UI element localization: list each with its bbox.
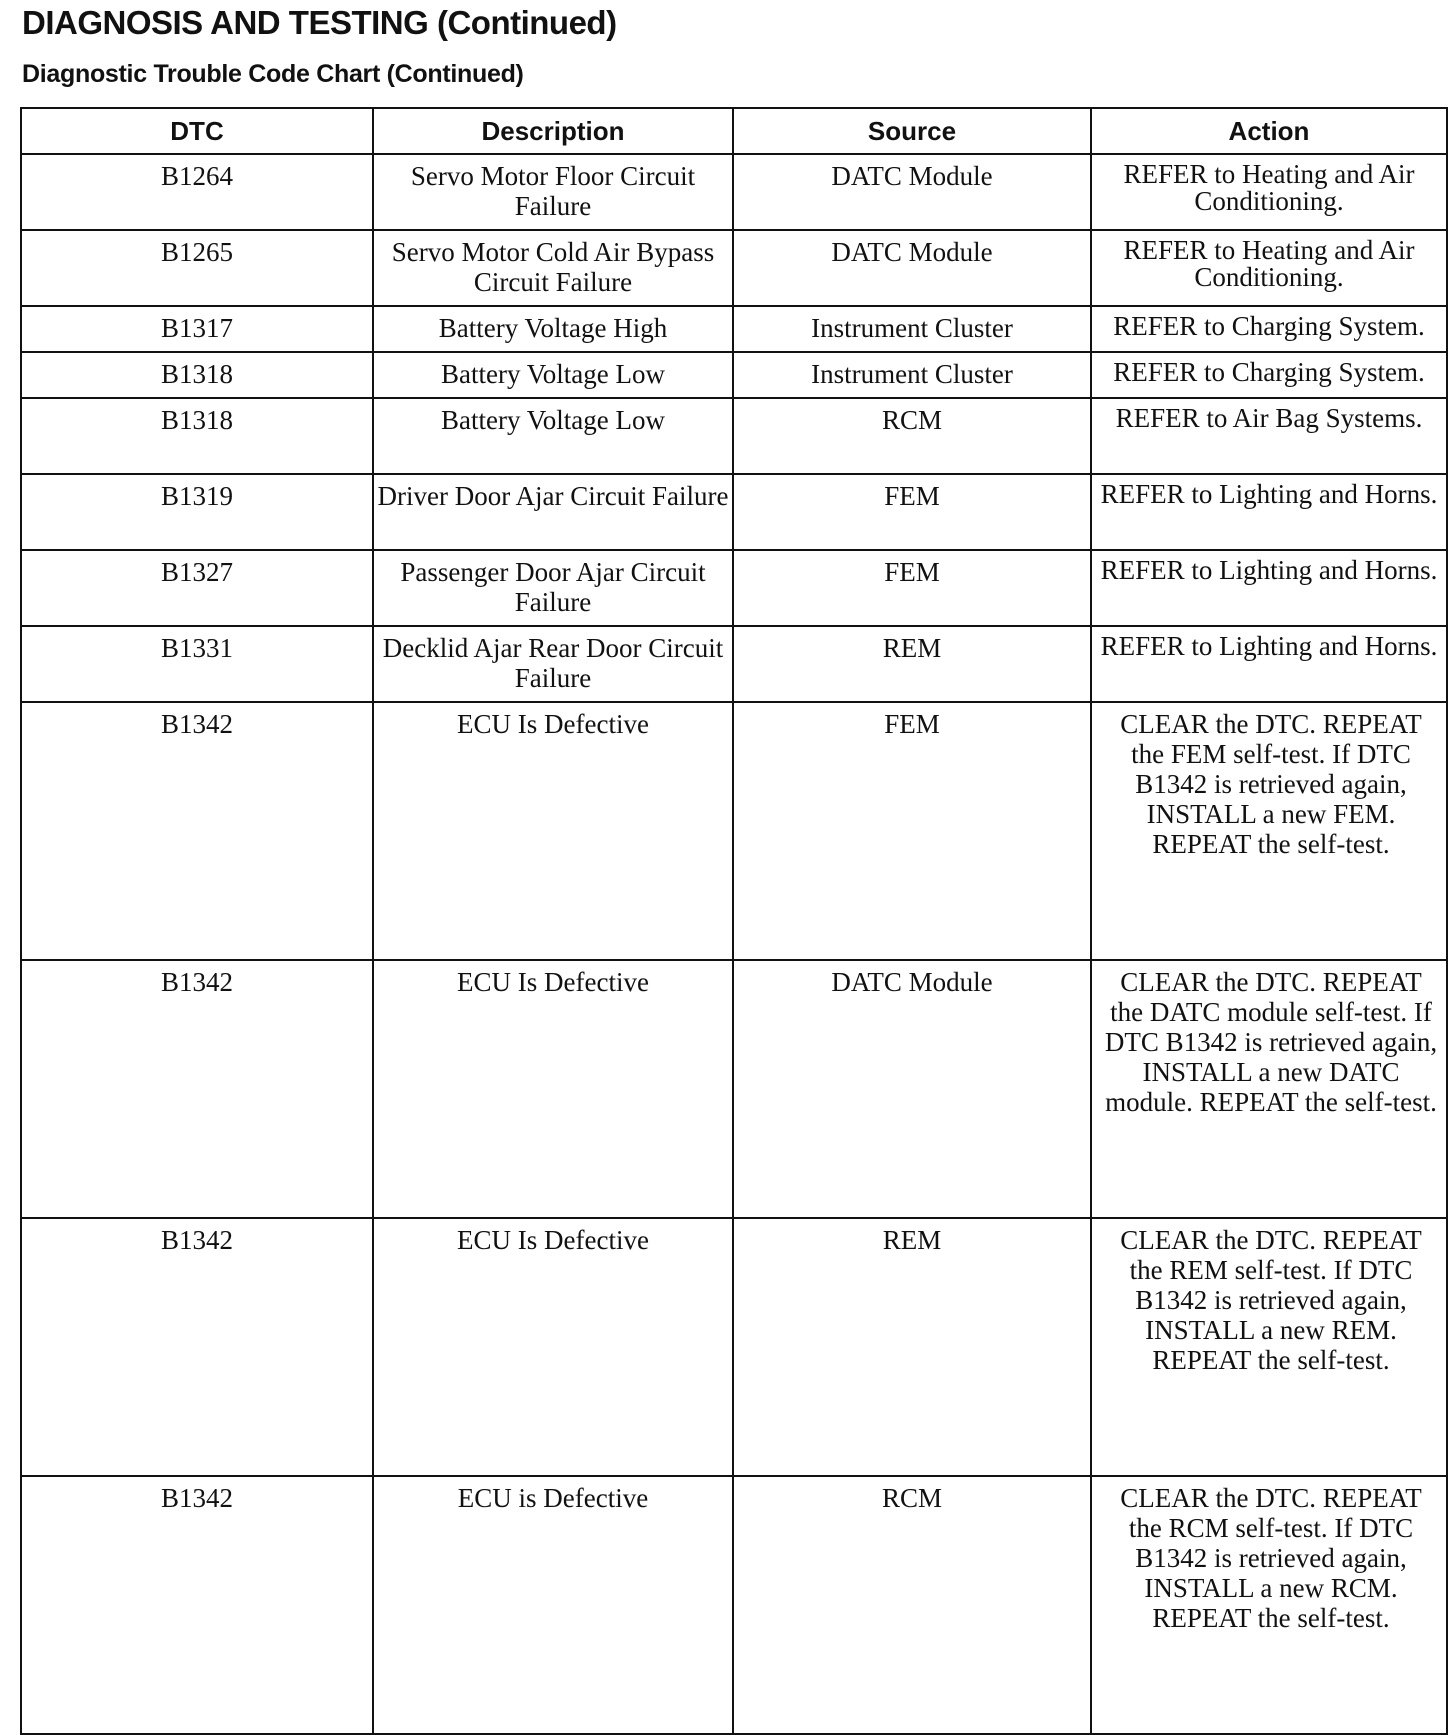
cell-action: REFER to Air Bag Systems. bbox=[1091, 398, 1447, 474]
cell-dtc: B1342 bbox=[21, 1218, 373, 1476]
cell-source: Instrument Cluster bbox=[733, 352, 1091, 398]
table-row bbox=[21, 1476, 1447, 1734]
header-source: Source bbox=[733, 108, 1091, 154]
cell-source: DATC Module bbox=[733, 960, 1091, 1218]
cell-description: ECU Is Defective bbox=[373, 960, 733, 1218]
cell-dtc: B1317 bbox=[21, 306, 373, 352]
cell-source: FEM bbox=[733, 702, 1091, 960]
cell-source: FEM bbox=[733, 474, 1091, 550]
cell-source: DATC Module bbox=[733, 154, 1091, 230]
table-row bbox=[21, 626, 1447, 702]
table-row bbox=[21, 154, 1447, 230]
cell-source: DATC Module bbox=[733, 230, 1091, 306]
header-action: Action bbox=[1091, 108, 1447, 154]
table-header-row bbox=[21, 108, 1447, 154]
table-row bbox=[21, 398, 1447, 474]
cell-dtc: B1327 bbox=[21, 550, 373, 626]
cell-description: Decklid Ajar Rear Door Circuit Failure bbox=[373, 626, 733, 702]
cell-description: ECU Is Defective bbox=[373, 702, 733, 960]
cell-source: RCM bbox=[733, 1476, 1091, 1734]
cell-dtc: B1342 bbox=[21, 960, 373, 1218]
cell-action: CLEAR the DTC. REPEAT the REM self-test. If DTC B1342 is retrieved again, INSTALL a new REM. REPEAT the self-test. bbox=[1091, 1218, 1447, 1476]
table-row bbox=[21, 1218, 1447, 1476]
cell-action: CLEAR the DTC. REPEAT the DATC module self-test. If DTC B1342 is retrieved again, INSTALL a new DATC module. REPEAT the self-test. bbox=[1091, 960, 1447, 1218]
cell-description: Passenger Door Ajar Circuit Failure bbox=[373, 550, 733, 626]
cell-action: REFER to Charging System. bbox=[1091, 352, 1447, 398]
cell-dtc: B1319 bbox=[21, 474, 373, 550]
cell-description: Servo Motor Cold Air Bypass Circuit Failure bbox=[373, 230, 733, 306]
dtc-table bbox=[20, 107, 1448, 1735]
cell-description: Servo Motor Floor Circuit Failure bbox=[373, 154, 733, 230]
cell-action: REFER to Lighting and Horns. bbox=[1091, 626, 1447, 702]
table-row bbox=[21, 702, 1447, 960]
cell-action: REFER to Charging System. bbox=[1091, 306, 1447, 352]
cell-description: Driver Door Ajar Circuit Failure bbox=[373, 474, 733, 550]
cell-source: REM bbox=[733, 1218, 1091, 1476]
cell-source: Instrument Cluster bbox=[733, 306, 1091, 352]
cell-description: Battery Voltage High bbox=[373, 306, 733, 352]
cell-description: ECU Is Defective bbox=[373, 1218, 733, 1476]
cell-dtc: B1342 bbox=[21, 1476, 373, 1734]
header-dtc: DTC bbox=[21, 108, 373, 154]
table-row bbox=[21, 230, 1447, 306]
cell-dtc: B1264 bbox=[21, 154, 373, 230]
cell-action: CLEAR the DTC. REPEAT the FEM self-test. If DTC B1342 is retrieved again, INSTALL a new FEM. REPEAT the self-test. bbox=[1091, 702, 1447, 960]
table-row bbox=[21, 306, 1447, 352]
cell-source: RCM bbox=[733, 398, 1091, 474]
table-row bbox=[21, 960, 1447, 1218]
cell-source: REM bbox=[733, 626, 1091, 702]
table-row bbox=[21, 474, 1447, 550]
cell-description: Battery Voltage Low bbox=[373, 352, 733, 398]
cell-action: REFER to Heating and Air Conditioning. bbox=[1091, 230, 1447, 306]
page-title: DIAGNOSIS AND TESTING (Continued) bbox=[22, 4, 617, 41]
cell-dtc: B1318 bbox=[21, 352, 373, 398]
cell-dtc: B1265 bbox=[21, 230, 373, 306]
cell-dtc: B1318 bbox=[21, 398, 373, 474]
cell-description: ECU is Defective bbox=[373, 1476, 733, 1734]
cell-dtc: B1331 bbox=[21, 626, 373, 702]
cell-action: REFER to Lighting and Horns. bbox=[1091, 474, 1447, 550]
cell-action: REFER to Heating and Air Conditioning. bbox=[1091, 154, 1447, 230]
cell-description: Battery Voltage Low bbox=[373, 398, 733, 474]
cell-action: REFER to Lighting and Horns. bbox=[1091, 550, 1447, 626]
header-description: Description bbox=[373, 108, 733, 154]
cell-dtc: B1342 bbox=[21, 702, 373, 960]
chart-title: Diagnostic Trouble Code Chart (Continued) bbox=[22, 60, 524, 88]
cell-action: CLEAR the DTC. REPEAT the RCM self-test. If DTC B1342 is retrieved again, INSTALL a new RCM. REPEAT the self-test. bbox=[1091, 1476, 1447, 1734]
table-row bbox=[21, 352, 1447, 398]
table-row bbox=[21, 550, 1447, 626]
cell-source: FEM bbox=[733, 550, 1091, 626]
